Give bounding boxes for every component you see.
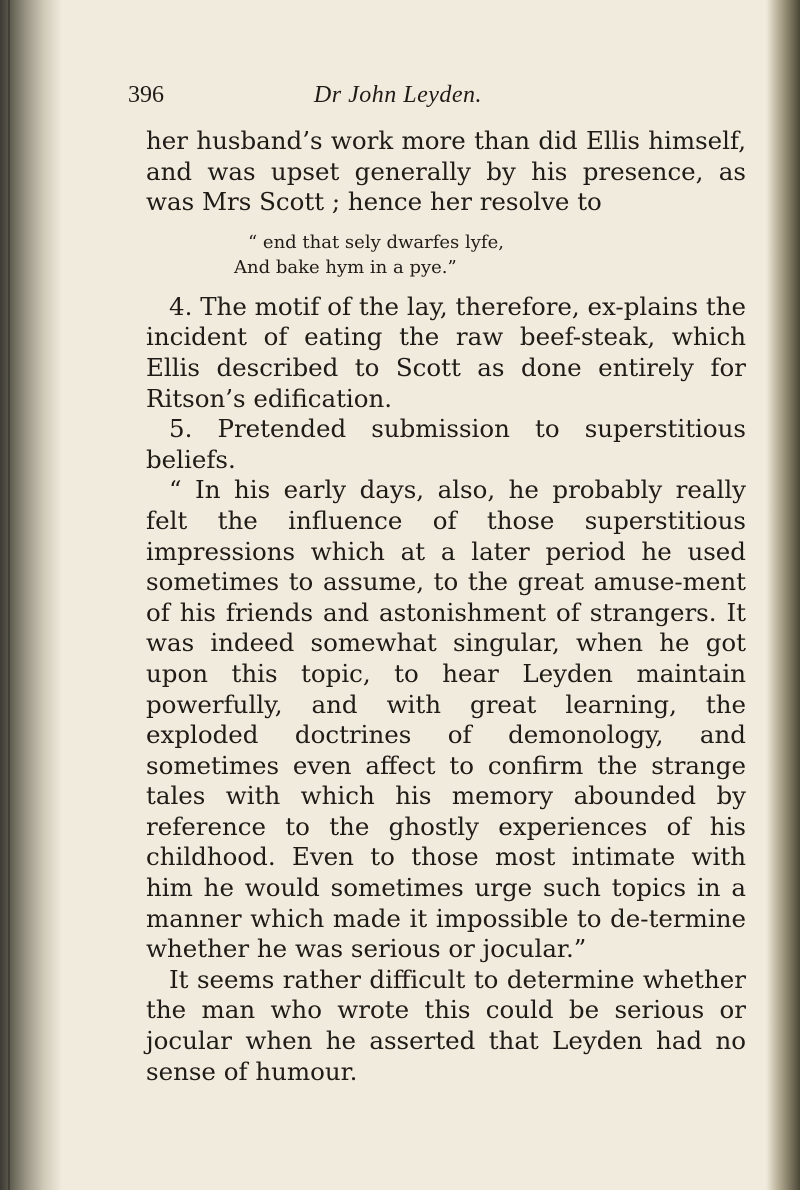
book-page bbox=[108, 0, 763, 1190]
running-head bbox=[108, 82, 688, 112]
page-number: 396 bbox=[128, 82, 164, 108]
page-gutter-right bbox=[766, 0, 800, 1190]
paragraph-point-5: 5. Pretended submission to superstitious beliefs. bbox=[146, 414, 746, 474]
paragraph-quotation: “ In his early days, also, he probably really felt the influence of those superstitious impressions which at a later period he used sometimes to assume, to the great amuse-ment of his friends and astonishment of strangers. It was indeed somewhat singular, when he got upon this topic, to hear Leyden maintain powerfully, and with great learning, the exploded doctrines of demonology, and sometimes even affect to confirm the strange tales with which his memory abounded by reference to the ghostly experiences of his childhood. Even to those most intimate with him he would sometimes urge such topics in a manner which made it impossible to de-termine whether he was serious or jocular.” bbox=[146, 475, 746, 964]
verse-line-2: And bake hym in a pye.” bbox=[234, 256, 457, 278]
verse-line-1: “ end that sely dwarfes lyfe, bbox=[248, 231, 504, 253]
paragraph-conclusion: It seems rather difficult to determine whether the man who wrote this could be serious or jocular when he asserted that Leyden had no sense of humour. bbox=[146, 964, 746, 1086]
verse-quote bbox=[146, 230, 746, 280]
running-title: Dr John Leyden. bbox=[313, 82, 483, 108]
paragraph-point-4: 4. The motif of the lay, therefore, ex-plains the incident of eating the raw beef-steak, which Ellis described to Scott as done entirely for Ritson’s edification. bbox=[146, 291, 746, 413]
paragraph-continued: her husband’s work more than did Ellis himself, and was upset generally by his presence, as was Mrs Scott ; hence her resolve to bbox=[146, 126, 746, 217]
page-gutter-left bbox=[0, 0, 62, 1190]
body-text bbox=[146, 126, 746, 1087]
